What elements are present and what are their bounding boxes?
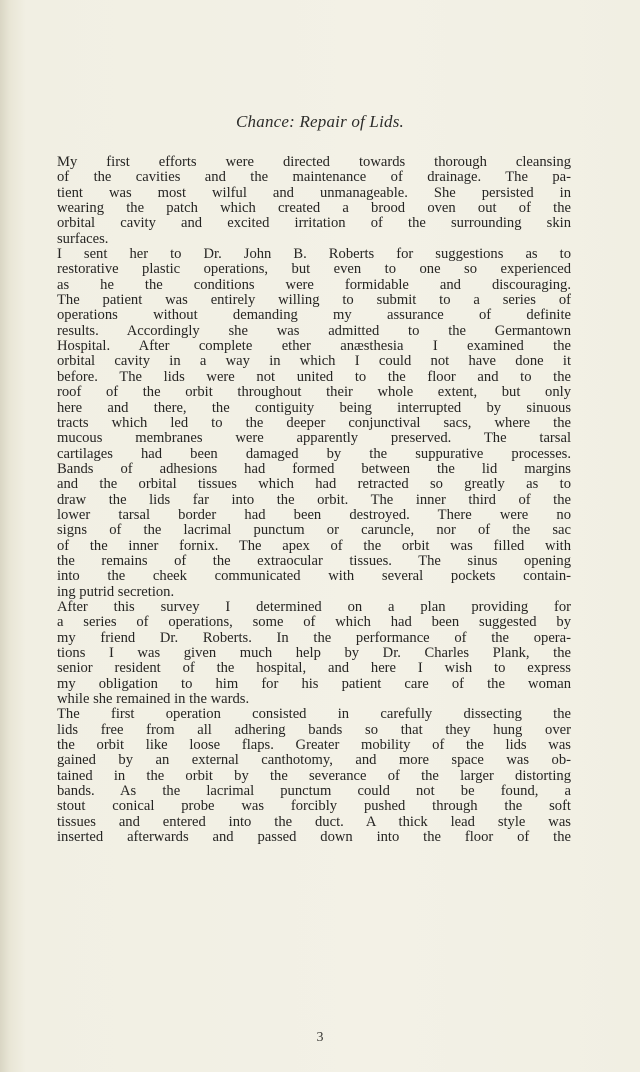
text-line: roof of the orbit throughout their whole extent, but only — [57, 384, 571, 401]
text-line: The patient was entirely willing to submit to a series of — [57, 292, 571, 309]
text-line: my obligation to him for his patient care of the woman — [57, 675, 571, 692]
text-line: cartilages had been damaged by the suppurative processes. — [57, 445, 571, 462]
text-line: into the cheek communicated with several pockets contain- — [57, 568, 571, 585]
text-line: as he the conditions were formidable and discouraging. — [57, 276, 571, 293]
running-header: Chance: Repair of Lids. — [236, 112, 404, 131]
text-line: of the cavities and the maintenance of drainage. The pa- — [57, 169, 571, 186]
text-line: lower tarsal border had been destroyed. There were no — [57, 506, 571, 523]
text-line: and the orbital tissues which had retracted so greatly as to — [57, 476, 571, 493]
text-line: of the inner fornix. The apex of the orbit was filled with — [57, 537, 571, 554]
text-line: wearing the patch which created a brood oven out of the — [57, 200, 571, 217]
text-line: orbital cavity in a way in which I could not have done it — [57, 353, 571, 370]
text-line: surfaces. — [57, 230, 109, 247]
text-line: draw the lids far into the orbit. The inner third of the — [57, 491, 571, 508]
text-line: lids free from all adhering bands so that they hung over — [57, 721, 571, 738]
text-line: The first operation consisted in carefully dissecting the — [57, 706, 571, 723]
text-line: I sent her to Dr. John B. Roberts for suggestions as to — [57, 246, 571, 263]
text-line: tissues and entered into the duct. A thick lead style was — [57, 813, 571, 830]
text-line: tient was most wilful and unmanageable. She persisted in — [57, 184, 571, 201]
text-line: tracts which led to the deeper conjunctival sacs, where the — [57, 414, 571, 431]
text-line: the remains of the extraocular tissues. The sinus opening — [57, 552, 571, 569]
text-line: before. The lids were not united to the floor and to the — [57, 368, 571, 385]
text-line: tions I was given much help by Dr. Charles Plank, the — [57, 645, 571, 661]
text-line: tained in the orbit by the severance of the larger distorting — [57, 767, 571, 784]
text-line: Hospital. After complete ether anæsthesia I examined the — [57, 338, 571, 355]
text-line: while she remained in the wards. — [57, 691, 250, 708]
text-line: bands. As the lacrimal punctum could not be found, a — [57, 783, 571, 800]
text-line: orbital cavity and excited irritation of the surrounding skin — [57, 215, 571, 232]
text-line: the orbit like loose flaps. Greater mobility of the lids was — [57, 737, 571, 754]
body-text — [57, 155, 571, 845]
text-line: stout conical probe was forcibly pushed through the soft — [57, 798, 571, 815]
text-line: inserted afterwards and passed down into the floor of the — [57, 829, 571, 846]
text-line: gained by an external canthotomy, and more space was ob- — [57, 752, 571, 769]
text-line: operations without demanding my assurance of definite — [57, 307, 571, 324]
text-line: mucous membranes were apparently preserved. The tarsal — [57, 430, 571, 447]
text-line: my friend Dr. Roberts. In the performance of the opera- — [57, 629, 571, 646]
text-line: signs of the lacrimal punctum or caruncle, nor of the sac — [57, 522, 571, 539]
page-number: 3 — [316, 1030, 324, 1045]
text-line: senior resident of the hospital, and here I wish to express — [57, 660, 571, 677]
text-line: My first efforts were directed towards thorough cleansing — [57, 154, 571, 170]
text-line: After this survey I determined on a plan providing for — [57, 598, 571, 615]
text-line: ing putrid secretion. — [57, 583, 175, 600]
text-line: restorative plastic operations, but even to one so experienced — [57, 261, 571, 278]
text-line: here and there, the contiguity being interrupted by sinuous — [57, 399, 571, 416]
text-line: Bands of adhesions had formed between the lid margins — [57, 460, 571, 477]
text-line: a series of operations, some of which had been suggested by — [57, 614, 571, 631]
text-line: results. Accordingly she was admitted to the Germantown — [57, 322, 571, 339]
